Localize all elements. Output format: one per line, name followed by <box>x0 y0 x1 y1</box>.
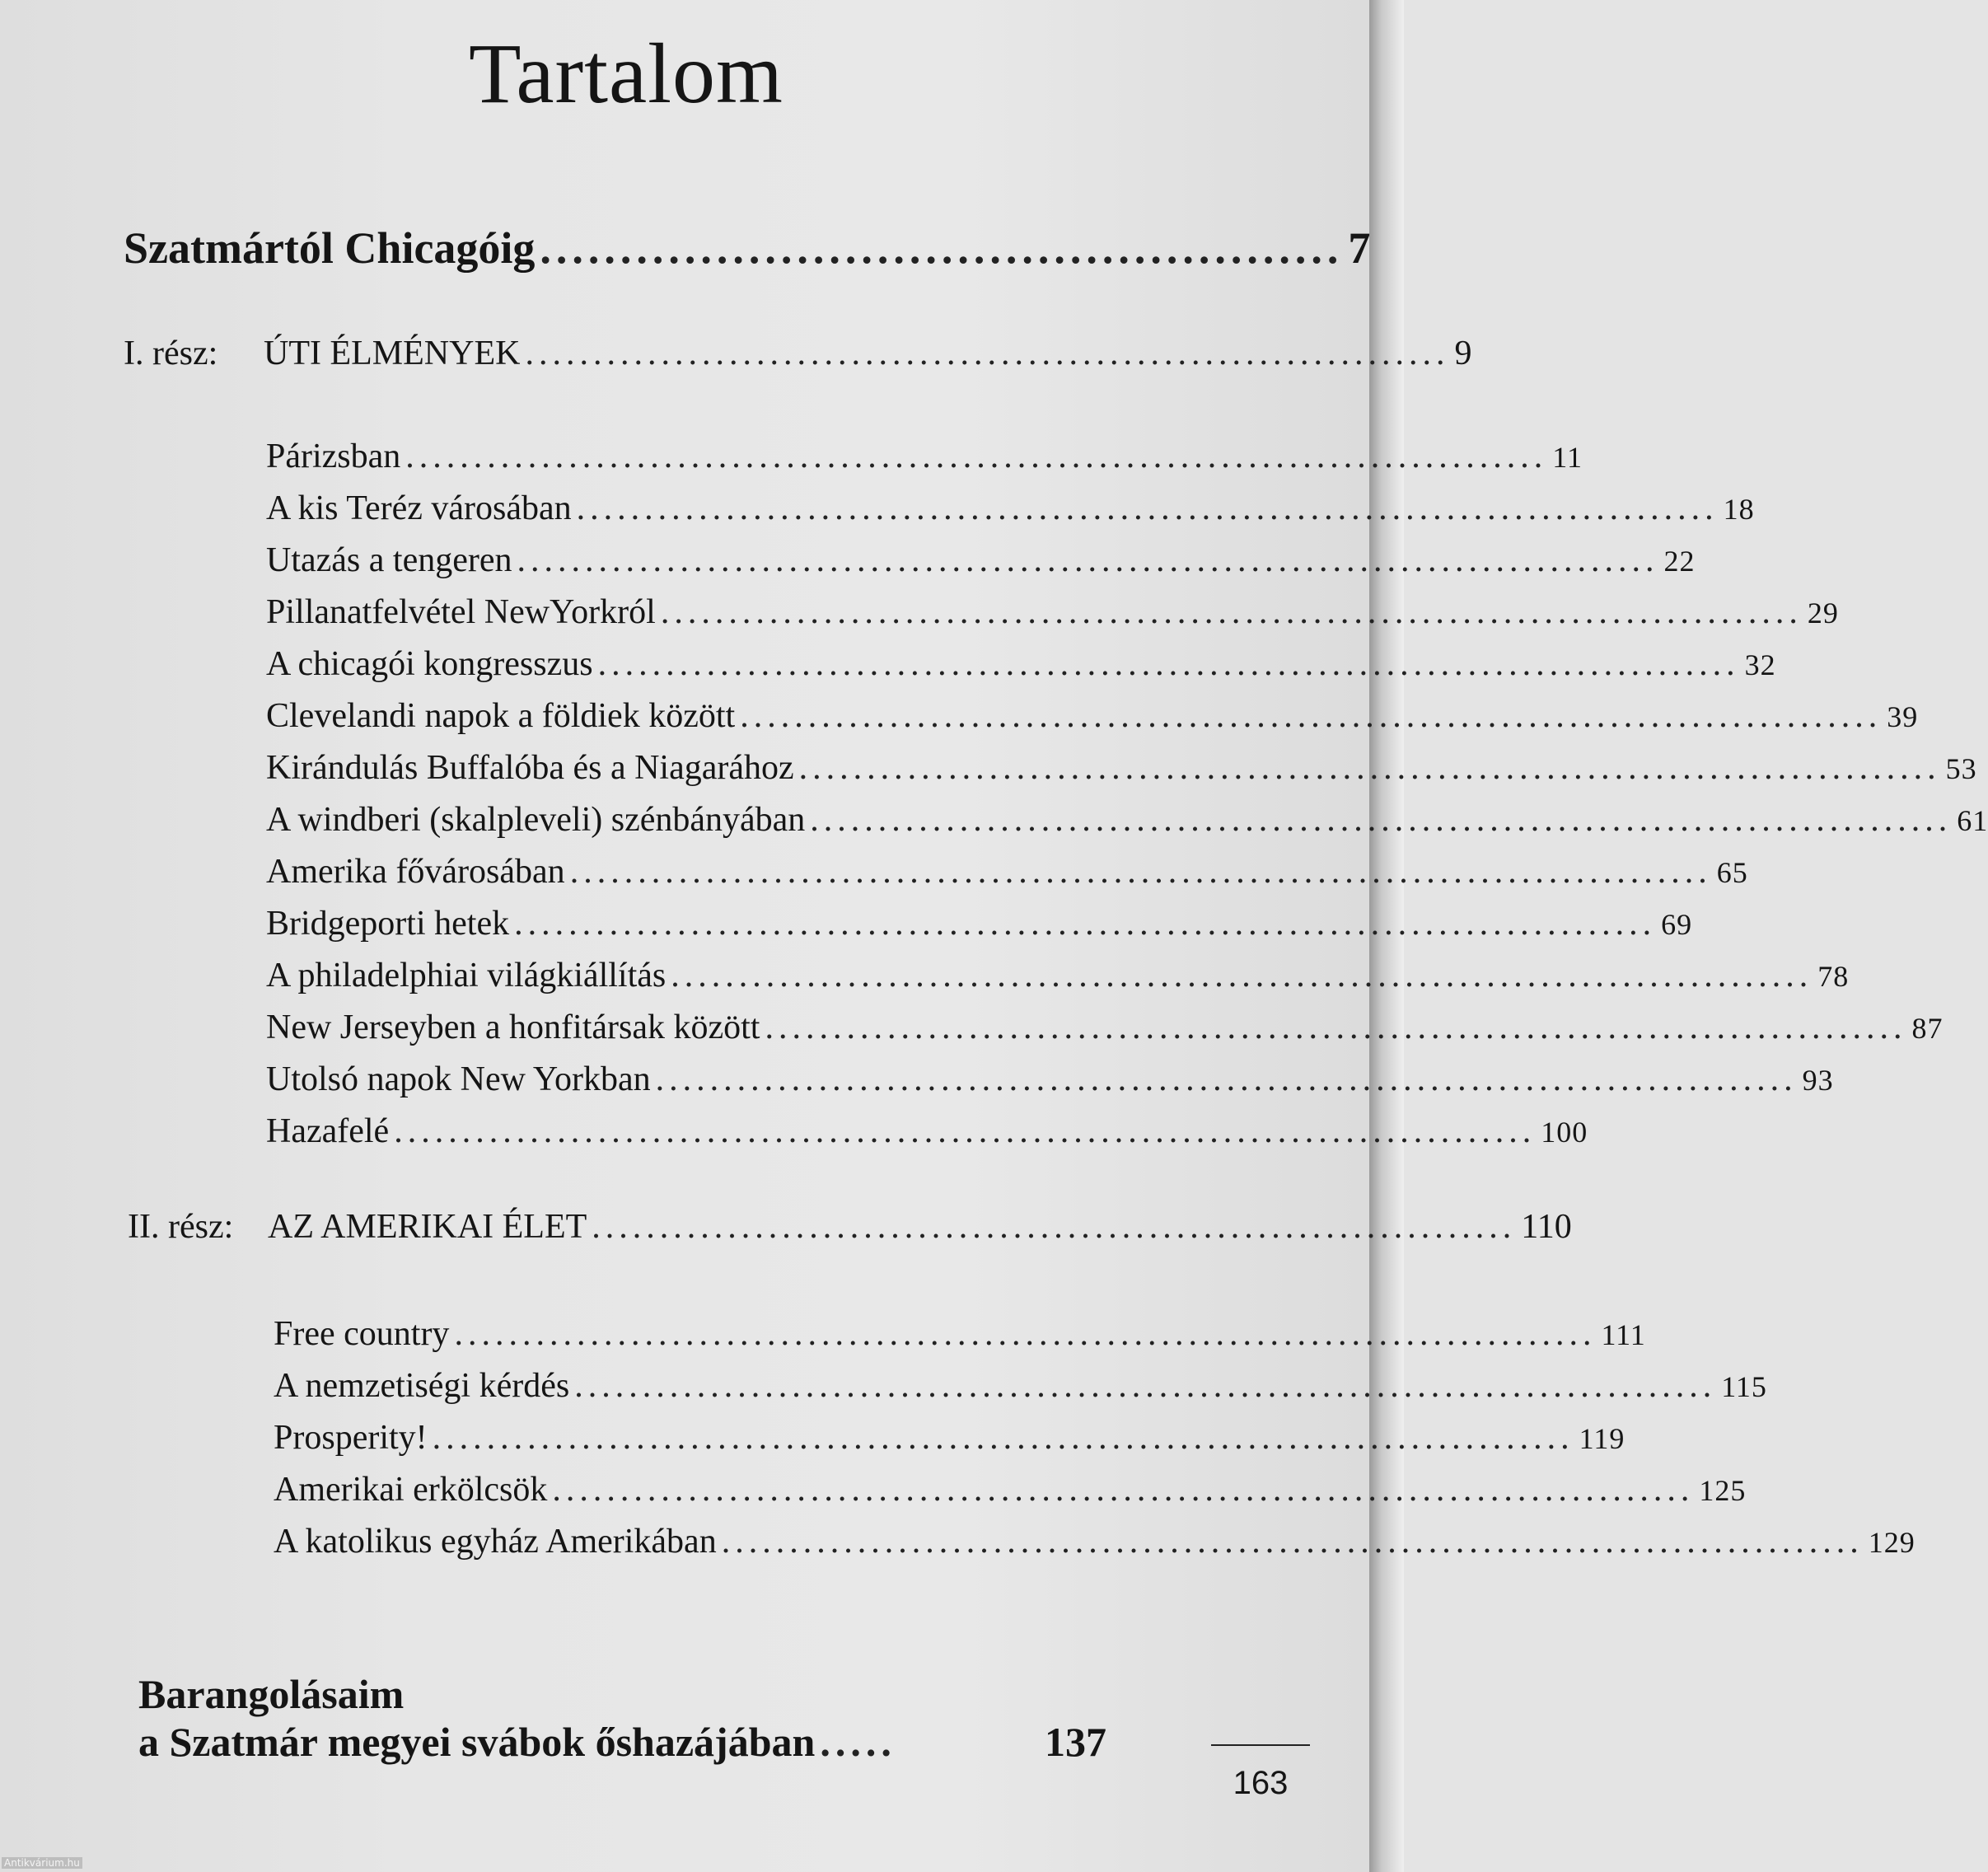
toc-entry-label: A kis Teréz városában <box>266 489 572 527</box>
leader-dots: .................................................................... <box>592 1208 1517 1246</box>
toc-entry-label: A nemzetiségi kérdés <box>274 1367 570 1405</box>
toc-entry-label: A philadelphiai világkiállítás <box>266 957 667 994</box>
toc-entry-label: Clevelandi napok a földiek között <box>266 697 736 735</box>
toc-entry <box>266 644 1776 684</box>
toc-entry-page: 39 <box>1887 700 1919 733</box>
toc-entry-page: 129 <box>1868 1526 1915 1559</box>
toc-entry <box>266 541 1696 580</box>
toc-entry <box>274 1470 1747 1509</box>
page-number-rule <box>1211 1744 1310 1746</box>
watermark: Antikvárium.hu <box>2 1857 82 1869</box>
toc-entry-page: 69 <box>1661 908 1693 941</box>
toc-entry-label: Amerika fővárosában <box>266 853 565 891</box>
toc-entry <box>274 1418 1625 1458</box>
toc-entry-page: 87 <box>1911 1012 1944 1045</box>
toc-entry-page: 18 <box>1723 493 1755 526</box>
toc-entry <box>266 1112 1588 1151</box>
part2-page: 110 <box>1521 1208 1572 1246</box>
part1-page: 9 <box>1454 335 1472 372</box>
leader-dots: .................................................................................... <box>740 697 1883 735</box>
toc-entry-page: 115 <box>1721 1370 1767 1403</box>
leader-dots: .................................................................................... <box>576 489 1719 527</box>
toc-entry-page: 78 <box>1817 960 1850 993</box>
toc-entry-page: 65 <box>1716 856 1748 889</box>
leader-dots: .................................................................................... <box>765 1009 1907 1046</box>
toc-entry <box>266 437 1583 476</box>
toc-entry <box>266 489 1755 528</box>
part1-label: ÚTI ÉLMÉNYEK <box>264 335 521 372</box>
page-number: 163 <box>1233 1765 1289 1801</box>
leader-dots: .................................................................... <box>525 335 1450 372</box>
leader-dots: .................................................................................... <box>517 541 1659 579</box>
toc-entry <box>266 956 1850 995</box>
leader-dots: .................................................................................... <box>574 1367 1717 1405</box>
leader-dots: .................................................................................... <box>454 1315 1597 1353</box>
leader-dots: .................................................................................... <box>655 1060 1798 1098</box>
toc-entry-label: Pillanatfelvétel NewYorkról <box>266 593 656 631</box>
toc-entry-label: New Jerseyben a honfitársak között <box>266 1009 760 1046</box>
leader-dots: .................................................................................... <box>597 645 1740 683</box>
toc-last-line1: Barangolásaim <box>138 1671 405 1717</box>
page-title: Tartalom <box>469 26 784 121</box>
toc-entry-label: Hazafelé <box>266 1112 390 1150</box>
leader-dots: .................................................. <box>540 223 1344 273</box>
toc-entry-page: 119 <box>1579 1422 1625 1455</box>
toc-entry <box>266 800 1988 840</box>
toc-entry-label: A chicagói kongresszus <box>266 645 593 683</box>
toc-entry-label: Utazás a tengeren <box>266 541 512 579</box>
toc-entry-label: Kirándulás Buffalóba és a Niagarához <box>266 749 794 787</box>
toc-last-section <box>138 1718 1106 1766</box>
toc-entry-label: Bridgeporti hetek <box>266 905 510 943</box>
toc-entry-page: 61 <box>1957 804 1988 837</box>
toc-entry <box>266 696 1919 736</box>
leader-dots: .................................................................................... <box>660 593 1803 631</box>
toc-entry <box>266 1008 1944 1047</box>
part2-label: AZ AMERIKAI ÉLET <box>268 1208 587 1246</box>
toc-last-page: 137 <box>1045 1719 1106 1765</box>
toc-part2 <box>128 1207 1572 1247</box>
toc-entry-page: 22 <box>1663 545 1696 578</box>
part1-prefix: I. rész: <box>124 335 218 372</box>
toc-entry-page: 111 <box>1601 1318 1646 1351</box>
toc-entry <box>266 904 1693 943</box>
toc-last-line2: a Szatmár megyei svábok őshazájában <box>138 1719 816 1765</box>
toc-entry-label: Párizsban <box>266 438 401 475</box>
leader-dots: .................................................................................... <box>798 749 1941 787</box>
toc-entry-label: Amerikai erkölcsök <box>274 1471 548 1509</box>
leader-dots: .................................................................................... <box>552 1471 1695 1509</box>
toc-entry-page: 100 <box>1541 1116 1588 1149</box>
toc-entry <box>274 1366 1767 1406</box>
toc-entry <box>274 1522 1915 1561</box>
toc-entry-label: A katolikus egyház Amerikában <box>274 1523 717 1561</box>
toc-entry <box>274 1314 1646 1354</box>
toc-entry-label: Utolsó napok New Yorkban <box>266 1060 651 1098</box>
toc-entry-label: Prosperity! <box>274 1419 428 1457</box>
toc-main-section <box>124 222 1371 274</box>
toc-entry-page: 53 <box>1945 752 1977 785</box>
leader-dots: .................................................................................... <box>721 1523 1864 1561</box>
toc-entry <box>266 748 1977 788</box>
leader-dots: .................................................................................... <box>514 905 1657 943</box>
part2-prefix: II. rész: <box>128 1208 234 1246</box>
toc-entry <box>266 592 1839 632</box>
toc-entry-page: 93 <box>1802 1064 1834 1097</box>
toc-entry <box>266 1060 1834 1099</box>
leader-dots: .................................................................................... <box>671 957 1813 994</box>
leader-dots: .................................................................................... <box>569 853 1712 891</box>
toc-entry-label: A windberi (skalpleveli) szénbányában <box>266 801 806 839</box>
leader-dots: ..... <box>820 1719 896 1765</box>
leader-dots: .................................................................................... <box>432 1419 1574 1457</box>
toc-entry-page: 32 <box>1744 648 1776 681</box>
toc-entry <box>266 852 1748 892</box>
leader-dots: .................................................................................... <box>405 438 1548 475</box>
leader-dots: .................................................................................... <box>810 801 1953 839</box>
toc-part1 <box>124 334 1472 373</box>
toc-entry-label: Free country <box>274 1315 450 1353</box>
leader-dots: .................................................................................... <box>394 1112 1537 1150</box>
toc-entry-page: 11 <box>1552 441 1583 474</box>
toc-main-page: 7 <box>1348 223 1371 273</box>
toc-entry-page: 125 <box>1699 1474 1747 1507</box>
toc-entry-page: 29 <box>1807 597 1839 629</box>
toc-main-label: Szatmártól Chicagóig <box>124 223 536 273</box>
